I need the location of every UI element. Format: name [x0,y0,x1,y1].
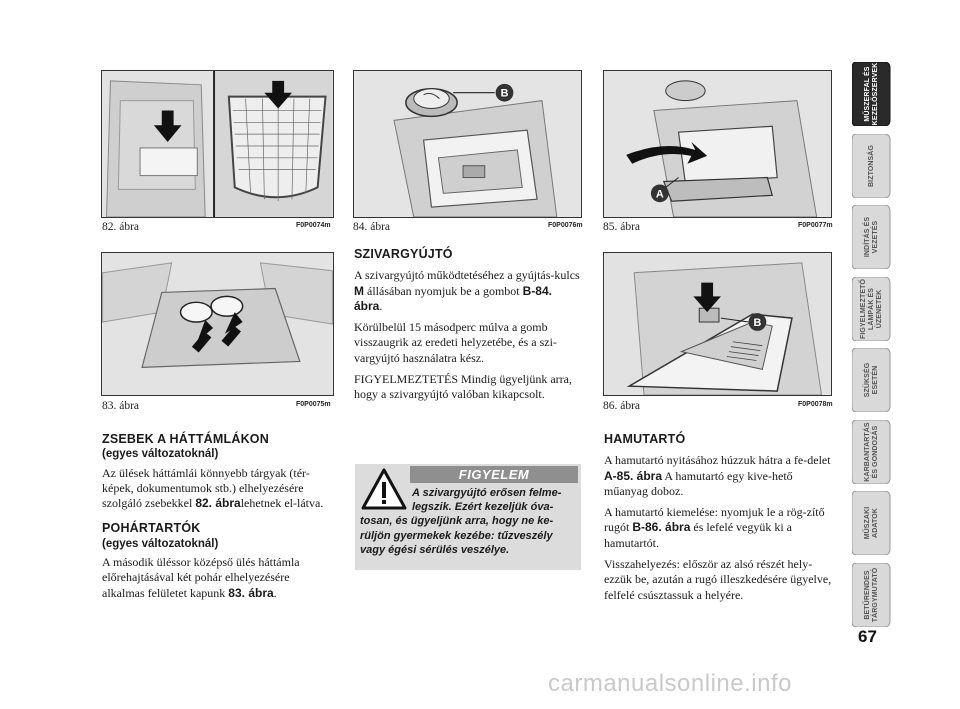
chapter-tab-7[interactable] [852,563,892,627]
paragraph-ashtray-open: A hamutartó nyitásához húzzuk hátra a fe-delet A-85. ábra A hamutartó egy kive-hető műanyag doboz. [604,453,831,498]
ref-figure-82: 82. ábra [195,496,241,511]
chapter-tab-label: BIZTONSÁG [868,144,875,187]
figure-83-cup-holder [101,252,334,396]
chapter-tab-label: MŰSZAKI ADATOK [864,506,879,540]
column-1-text [102,432,334,607]
page-number: 67 [858,627,877,646]
heading-seat-pockets: ZSEBEK A HÁTTÁMLÁKON [102,432,269,446]
figure-84-caption: 84. ábra [353,221,391,233]
figure-82-seat-pocket [101,70,334,218]
callout-a-85: A [655,188,664,201]
callout-b-86: B [753,316,762,329]
subheading-cup-holders: (egyes változatoknál) [102,537,219,550]
chapter-tab-label: INDÍTÁS ÉS VEZETÉS [864,216,879,258]
chapter-tab-label: KARBANTARTÁS ÉS GONDOZÁS [864,421,879,482]
figure-82-caption: 82. ábra [102,221,140,233]
ref-figure-86: B-86. ábra [632,520,691,535]
paragraph-lighter-caution: FIGYELMEZTETÉS Mindig ügyeljünk arra, hogy a szivargyújtó valóban kikapcsolt. [354,372,572,402]
paragraph-lighter-operation: A szivargyújtó működtetéséhez a gyújtás-kulcs M állásában nyomjuk be a gombot B-84. ábra. [354,268,580,313]
paragraph-seat-pockets: Az ülések háttámlái könnyebb tárgyak (tér-képek, dokumentumok stb.) elhelyezésére szolgáló zsebekkel 82. ábralehetnek el-látva. [102,465,324,511]
figure-86-caption: 86. ábra [603,400,641,412]
figure-85-code: F0P0077m [798,222,833,229]
figure-83-code: F0P0075m [296,401,331,408]
seat-pocket-illustration [102,71,333,217]
heading-ashtray: HAMUTARTÓ [604,432,686,446]
watermark: carmanualsonline.info [548,670,792,697]
ashtray-open-illustration [604,71,831,217]
ref-figure-83: 83. ábra [228,585,274,600]
figure-85-ashtray-open [603,70,832,218]
heading-cigar-lighter: SZIVARGYÚJTÓ [354,247,453,261]
figure-85-caption: 85. ábra [603,221,641,233]
figure-86-code: F0P0078m [798,401,833,408]
figure-83-caption: 83. ábra [102,400,140,412]
ref-figure-85: A-85. ábra [604,468,663,483]
ref-figure-84: B-84. ábra [354,283,552,313]
chapter-tab-4[interactable] [852,348,892,412]
paragraph-ashtray-remove: A hamutartó kiemelése: nyomjuk le a rög-zítő rugót B-86. ábra és lefelé vegyük ki a hamutartót. [604,505,825,550]
figure-84-code: F0P0076m [548,222,583,229]
column-3-text [604,432,832,609]
paragraph-cup-holders: A második üléssor középső ülés háttámla előrehajtásával két pohár elhelyezésére alkalmas felületet kapunk 83. ábra. [102,555,300,600]
figure-84-cigar-lighter [353,70,582,218]
chapter-tab-label: MŰSZERFAL ÉS KEZELŐSZERVEK [864,62,879,126]
warning-text: A szivargyújtó erősen felme- legszik. Ezért kezeljük óva- tosan, és ügyeljünk arra, hogy ne ke-rüljön gyermekek kezébe: tűzveszély vagy égési sérülés veszélye. [360,487,562,556]
chapter-tab-6[interactable] [852,491,892,555]
chapter-tab-label: FIGYELMEZTETŐ LÁMPÁK ÉS ÜZENETEK [860,278,883,339]
chapter-tab-label: SZÜKSÉG ESETÉN [864,362,879,398]
paragraph-lighter-ready: Körülbelül 15 másodperc múlva a gomb visszaugrik az eredeti helyzetébe, és a szi-vargyújtó használatra kész. [354,320,557,365]
callout-b-84: B [500,87,509,100]
chapter-tab-1[interactable] [852,134,892,198]
chapter-tab-label: BETŰRENDES TÁRGYMUTATÓ [864,567,879,622]
ashtray-removal-illustration [604,253,831,395]
cigar-lighter-illustration [354,71,581,217]
warning-title: FIGYELEM [410,466,578,483]
cup-holder-illustration [102,253,333,395]
chapter-tab-5[interactable] [852,420,892,484]
figure-86-ashtray-removal [603,252,832,396]
column-2-text [354,247,582,409]
chapter-tab-2[interactable] [852,205,892,269]
heading-cup-holders: POHÁRTARTÓK [102,521,201,536]
warning-box [355,464,581,570]
chapter-tab-0[interactable] [852,62,892,126]
subheading-seat-pockets: (egyes változatoknál) [102,448,219,461]
paragraph-ashtray-refit: Visszahelyezés: először az alsó részét hely-ezzük be, azután a rugó illeszkedésére ügyelve, felfelé csúsztassuk a helyére. [604,557,832,602]
chapter-tab-3[interactable] [852,277,892,341]
figure-82-code: F0P0074m [296,222,331,229]
